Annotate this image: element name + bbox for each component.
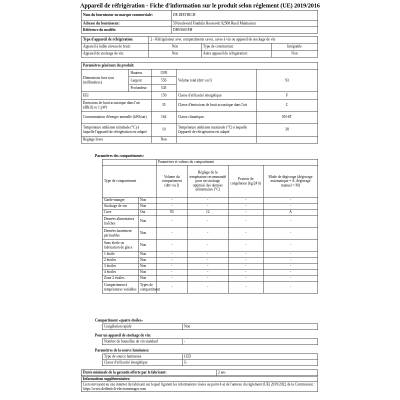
depth-label: Profondeur (129, 84, 152, 92)
wine-bottles-value: - (182, 339, 318, 345)
compartment-temp: - (187, 257, 228, 263)
climate-class-value: SN-ST (256, 111, 318, 123)
compartment-volume: - (156, 251, 187, 257)
col-volume-header: Volume du compartiment (dm³ ou l) (156, 165, 187, 197)
depth-value: 545 (151, 84, 176, 92)
height-label: Hauteur (129, 69, 152, 77)
noise-label: Émissions de bruit acoustique dans l'air (dB(A) re 1 pW) (81, 99, 151, 111)
volume-value: 93 (256, 69, 318, 92)
compartment-present: Non (138, 275, 156, 281)
compartment-defrost: - (263, 257, 318, 263)
compartment-name: Denrées alimentaires fraîches (102, 215, 138, 227)
annual-energy-label: Consommation d'énergie annuelle (kWh/an) (81, 111, 151, 123)
design-value: Intégrable (271, 43, 318, 50)
max-temp-value: 38 (256, 123, 318, 136)
col-type-header: Type de compartiment (102, 165, 156, 197)
light-class-value: G (182, 360, 318, 366)
min-temp-label: Température ambiante minimale (°C) à laquelle l'appareil de réfrigération est adapté (81, 123, 151, 136)
other-appliance-label: Autre appareil de réfrigération: (201, 50, 271, 57)
compartment-name: Garde-manger (102, 197, 138, 203)
eei-label: EEI (81, 92, 151, 100)
type-label: Type d'appareil de réfrigération: (81, 36, 149, 43)
wine-table (102, 339, 318, 346)
compartment-name: Denrées hautement périssables (102, 227, 138, 239)
compartment-name: Zone 2 étoiles (102, 275, 138, 281)
supplier-address-label: Adresse du fournisseur: (81, 20, 171, 27)
compartment-volume: - (156, 263, 187, 269)
compartment-defrost: - (263, 239, 318, 251)
compartment-temp: - (187, 197, 228, 203)
compartment-present: Non (138, 263, 156, 269)
model-label: Référence du modèle: (81, 27, 171, 34)
compartment-present: Non (138, 257, 156, 263)
compartment-row (102, 281, 318, 293)
compartment-defrost: - (263, 263, 318, 269)
compartment-present: Non (138, 197, 156, 203)
noise-class-label: Classe d'émissions de bruit acoustique dans l'air (176, 99, 256, 111)
compartment-volume: - (156, 203, 187, 209)
compartment-volume: - (156, 257, 187, 263)
compartment-name: 1 étoile (102, 251, 138, 257)
supplier-name-value: DE DIETRICH (171, 10, 318, 20)
extra-info-table (81, 377, 318, 393)
winter-setting-value: Non (151, 136, 176, 143)
compartment-present: Types de compartiment (140, 282, 160, 292)
compartment-present: Non (138, 215, 156, 227)
wine-title: Pour un appareil de stockage de vin: (95, 333, 151, 338)
volume-label: Volume total (dm³ ou l) (176, 69, 256, 92)
energy-class-value: F (256, 92, 318, 100)
noise-value: 35 (151, 99, 176, 111)
compartment-defrost: - (263, 197, 318, 203)
fast-freeze-value: Non (182, 324, 318, 330)
compartment-present: Non (138, 203, 156, 209)
compartment-defrost: A (263, 209, 318, 215)
col-freeze-header: Pouvoir de congélation (kg/24 h) (228, 165, 263, 197)
compartment-row (102, 215, 318, 227)
compartment-temp: - (187, 227, 228, 239)
width-value: 556 (151, 77, 176, 85)
dimensions-label: Dimensions hors tout (millimètres) (81, 69, 129, 92)
noise-class-value: C (256, 99, 318, 111)
compartments-title: Paramètres des compartiments: (95, 154, 144, 158)
compartment-defrost: - (263, 251, 318, 257)
compartment-name: 4 étoiles (102, 269, 138, 275)
max-temp-label: Température ambiante maximale (°C) à laquelle l'appareil de réfrigération est adapté (176, 123, 256, 136)
compartment-present: Non (138, 251, 156, 257)
energy-class-label: Classe d'efficacité énergétique (176, 92, 256, 100)
compartment-present: Non (138, 239, 156, 251)
type-value: 2 - Réfrigérateur avec compartiments caves, caves à vin ou appareil de stockage de vin (149, 36, 318, 43)
compartment-temp: 12 (187, 209, 228, 215)
light-class-label: Classe d'efficacité énergétique (102, 360, 182, 366)
height-value: 1595 (151, 69, 176, 77)
compartment-freeze: - (228, 251, 263, 257)
wine-bottles-label: Nombre de bouteilles de vin standard (102, 339, 182, 345)
compartment-defrost: - (263, 275, 318, 281)
compartment-freeze: - (228, 203, 263, 209)
other-appliance-value: Non (271, 50, 318, 57)
climate-class-label: Classe climatique: (176, 111, 256, 123)
wine-appliance-label: Appareil de stockage de vin: (81, 50, 149, 57)
compartment-name: 2 étoiles (102, 257, 138, 263)
extra-info-text: Lien renvoyant au site internet du fabricant sur lequel figurent les informations visées au point 4 a) de l'annexe du règlement (UE) 2019/2022 de la Commission : https://www.dedietrich-electromenager.com (81, 382, 318, 392)
compartment-name: Compartiment à températures variables (104, 282, 137, 292)
compartment-freeze: - (228, 263, 263, 269)
eei-value: 150 (151, 92, 176, 100)
compartment-freeze: - (228, 215, 263, 227)
compartment-freeze: - (228, 239, 263, 251)
compartment-name: Sans étoile ou fabrication de glace (102, 239, 138, 251)
compartment-name: 3 étoiles (102, 263, 138, 269)
light-type-label: Type de source lumineuse (102, 354, 182, 360)
col-temp-header: Réglage de la température recommandé pour un stockage optimisé des denrées alimentaires (°C) (187, 165, 228, 197)
compartment-volume: - (156, 227, 187, 239)
guarantee-table (81, 370, 318, 377)
width-label: Largeur (129, 77, 152, 85)
compartment-defrost: - (263, 269, 318, 275)
compartment-volume: 93 (156, 209, 187, 215)
compartment-volume: - (156, 275, 187, 281)
four-star-title: Compartiment «quatre étoiles» (95, 318, 143, 323)
compartment-params-header: Paramètres et valeurs du compartiment (156, 159, 318, 165)
parameters-table (81, 62, 318, 144)
four-star-table (102, 324, 318, 331)
compartment-volume: - (156, 215, 187, 227)
supplier-name-label: Nom du fournisseur ou marque commerciale: (81, 10, 171, 20)
compartment-freeze: - (228, 275, 263, 281)
winter-setting-label: Réglage hiver (81, 136, 151, 143)
compartment-temp: - (187, 215, 228, 227)
compartment-defrost: - (263, 203, 318, 209)
design-label: Type de construction: (201, 43, 271, 50)
fast-freeze-label: Congélation rapide (102, 324, 182, 330)
compartment-defrost: - (263, 281, 318, 293)
compartment-temp: - (187, 263, 228, 269)
compartment-freeze: - (228, 197, 263, 203)
supplier-table (81, 10, 318, 34)
compartment-name: Stockage de vin (102, 203, 138, 209)
light-title: Paramètres de la source lumineuse: (95, 348, 150, 353)
quiet-label: Appareil à faible niveau de bruit: (81, 43, 149, 50)
compartment-freeze: - (228, 227, 263, 239)
compartment-freeze: - (228, 257, 263, 263)
annual-energy-value: 162 (151, 111, 176, 123)
compartment-defrost: - (263, 215, 318, 227)
extra-info-title: Informations supplémentaires: (81, 377, 318, 382)
compartments-table (102, 159, 318, 294)
compartment-present: Non (138, 227, 156, 239)
compartment-freeze: - (228, 269, 263, 275)
compartment-volume: - (156, 281, 187, 293)
compartment-rows (102, 197, 318, 293)
col-defrost-header: Mode de dégivrage (dégivrage automatique = A, dégivrage manuel = M) (263, 165, 318, 197)
compartment-temp: - (187, 239, 228, 251)
compartment-defrost: - (263, 227, 318, 239)
compartment-freeze: - (228, 209, 263, 215)
compartment-row (102, 227, 318, 239)
compartment-temp: - (187, 275, 228, 281)
guarantee-value: 2 ans (216, 370, 318, 376)
compartment-volume: - (156, 269, 187, 275)
supplier-address-value: 50 boulevard Franklin Roosevelt 92508 Rueil Malmaison (171, 20, 318, 27)
light-type-value: LED (182, 354, 318, 360)
wine-appliance-value: Non (149, 50, 202, 57)
compartment-freeze: - (228, 281, 263, 293)
parameters-title: Paramètres généraux du produit: (81, 62, 318, 69)
general-table (81, 36, 318, 58)
compartment-present: Oui (138, 209, 156, 215)
compartment-temp: - (187, 269, 228, 275)
compartment-temp: - (187, 251, 228, 257)
compartment-volume: - (156, 197, 187, 203)
compartment-temp: - (187, 203, 228, 209)
guarantee-label: Durée minimale de la garantie offerte par le fabricant: (81, 370, 216, 376)
compartment-present: Non (138, 269, 156, 275)
light-table (102, 354, 318, 367)
min-temp-value: 10 (151, 123, 176, 136)
compartment-temp: - (187, 281, 228, 293)
compartment-row (102, 239, 318, 251)
compartment-volume: - (156, 239, 187, 251)
model-value: DRN1601FH (171, 27, 318, 34)
quiet-value: Non (149, 43, 202, 50)
compartment-name: Cave (102, 209, 138, 215)
document-title: Appareil de réfrigération - Fiche d'information sur le produit selon règlement (UE) 2019/2016 (80, 2, 320, 9)
